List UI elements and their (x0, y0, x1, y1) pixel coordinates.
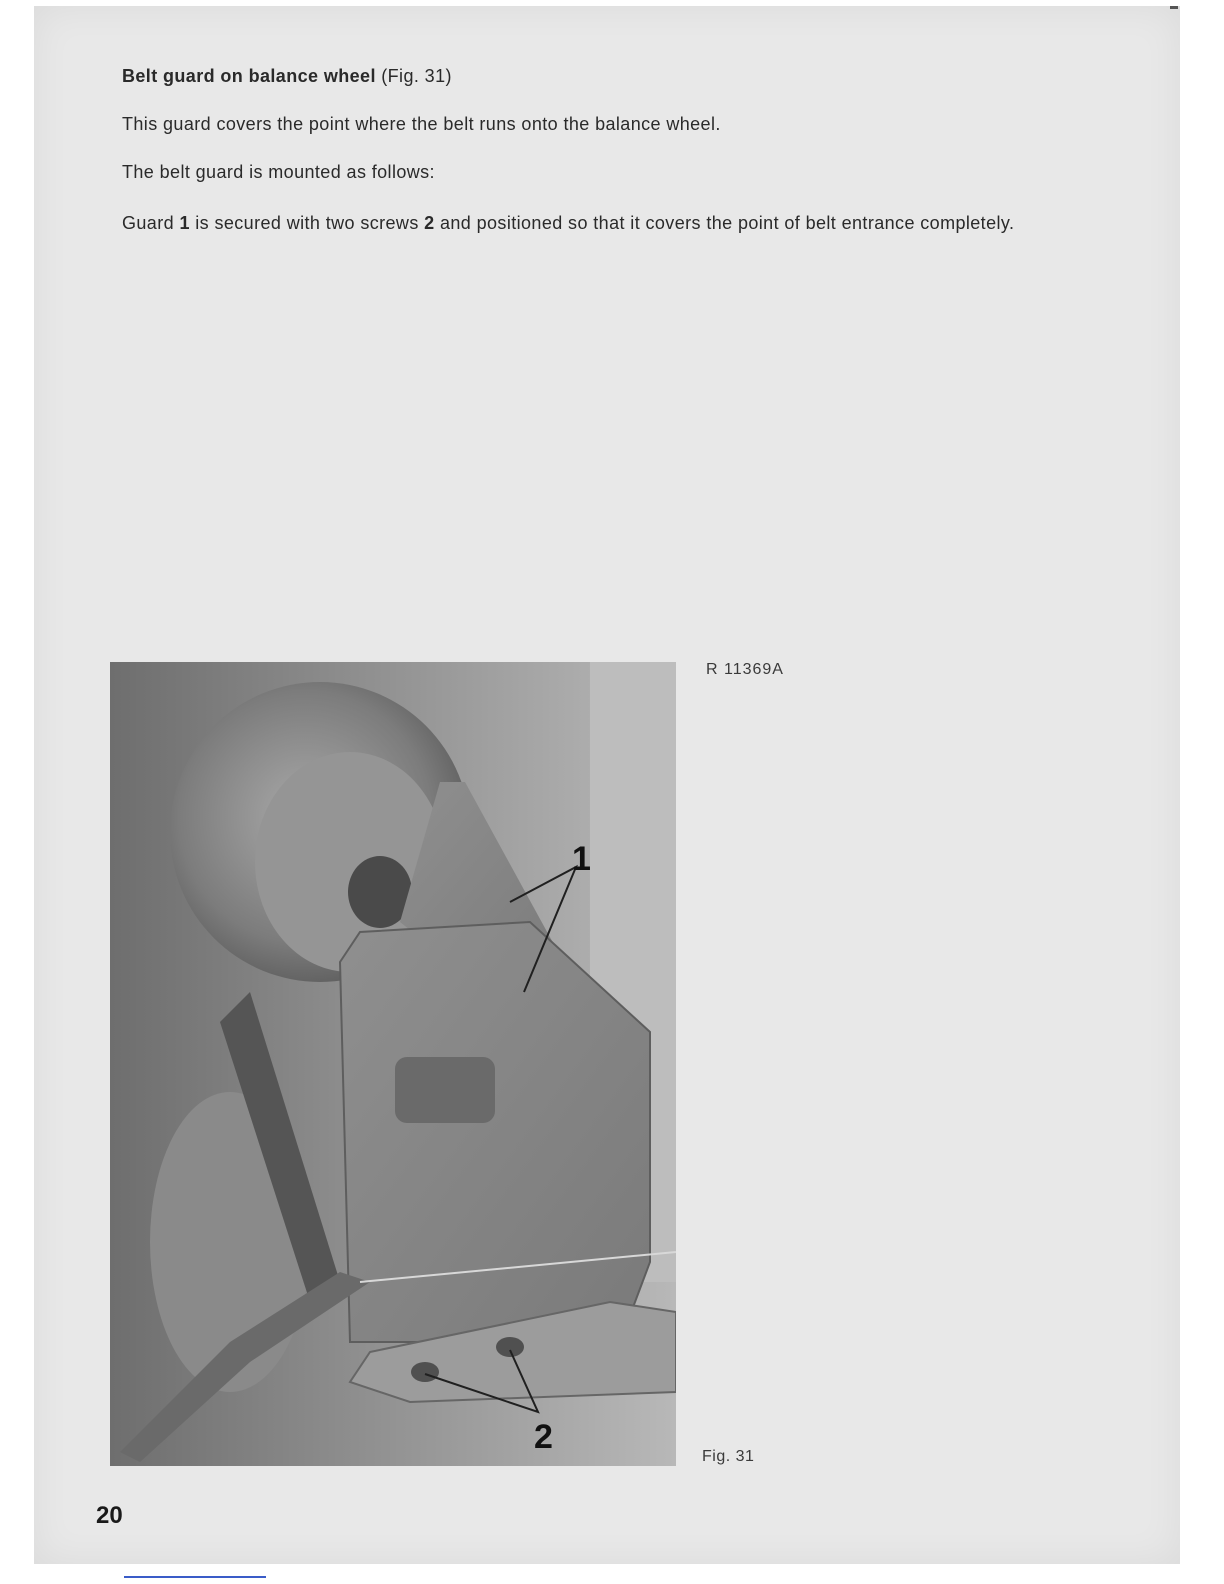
link-underline (124, 1576, 266, 1578)
heading-figure-ref: (Fig. 31) (381, 66, 452, 86)
paragraph-mounting-steps (122, 208, 1072, 238)
heading-title: Belt guard on balance wheel (122, 66, 376, 86)
page-number: 20 (96, 1502, 123, 1529)
screw-a (411, 1362, 439, 1382)
guard-slot (395, 1057, 495, 1123)
callout-2: 2 (534, 1418, 553, 1456)
manual-page (34, 6, 1180, 1564)
belt-guard-photo (110, 662, 676, 1466)
p3-text-c: and positioned so that it covers the point of belt entrance completely. (434, 213, 1015, 233)
p3-part-number-1: 1 (179, 213, 190, 233)
paragraph-mounting-intro: The belt guard is mounted as follows: (122, 162, 435, 182)
section-heading (122, 66, 452, 87)
photo-reference-number: R 11369A (706, 661, 784, 678)
page-edge-mark (1170, 6, 1178, 9)
screw-b (496, 1337, 524, 1357)
p3-text-b: is secured with two screws (189, 213, 425, 233)
paragraph-guard-purpose: This guard covers the point where the belt runs onto the balance wheel. (122, 114, 721, 134)
p3-text-a: Guard (122, 213, 180, 233)
figure-caption: Fig. 31 (702, 1448, 755, 1465)
callout-1: 1 (572, 840, 591, 878)
p3-part-number-2: 2 (424, 213, 435, 233)
